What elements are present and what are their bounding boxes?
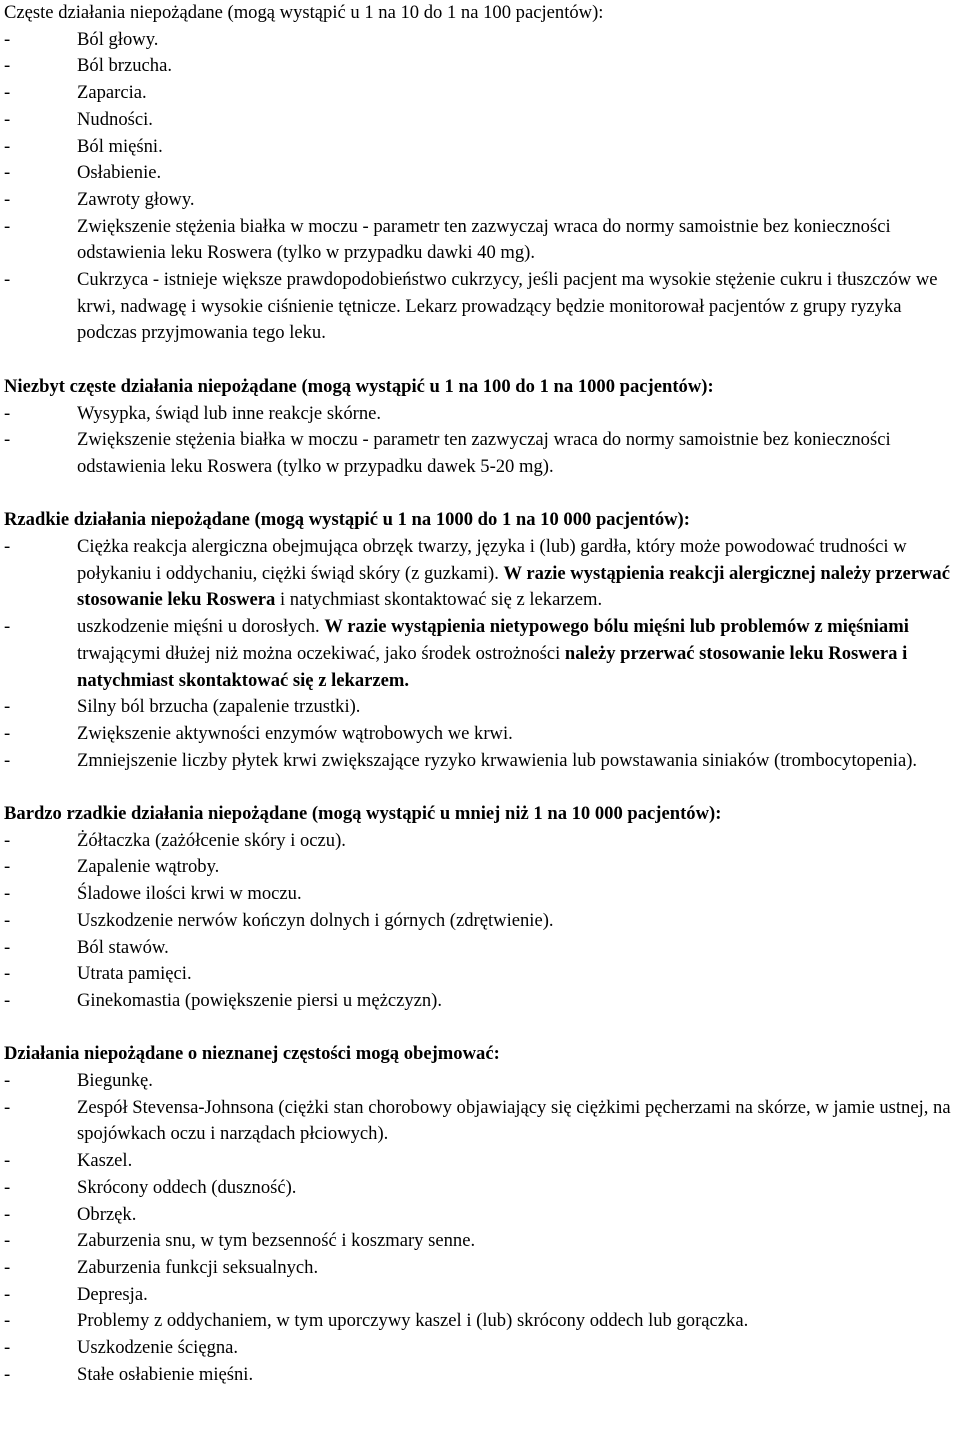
list-item — [4, 988, 956, 1015]
text-run: Uszkodzenie nerwów kończyn dolnych i górnych (zdrętwienie). — [77, 909, 554, 931]
side-effects-section — [4, 507, 956, 774]
side-effects-section — [4, 801, 956, 1015]
text-run: uszkodzenie mięśni u dorosłych. — [77, 616, 325, 638]
text-run: Depresja. — [77, 1283, 148, 1305]
text-run: Ból stawów. — [77, 936, 169, 958]
list-bullet: - — [4, 82, 11, 104]
text-run: Zapalenie wątroby. — [77, 856, 220, 878]
list-item — [4, 1335, 956, 1362]
text-run: Zwiększenie aktywności enzymów wątrobowych we krwi. — [77, 722, 513, 744]
list-item — [4, 614, 956, 694]
list-item — [4, 828, 956, 855]
bold-text-run: Niezbyt częste działania niepożądane (mogą wystąpić u 1 na 100 do 1 na 1000 pacjentów): — [4, 375, 714, 397]
text-run: Problemy z oddychaniem, w tym uporczywy kaszel i (lub) skrócony oddech lub gorączka. — [77, 1310, 749, 1332]
list-bullet: - — [4, 1363, 11, 1385]
bold-text-run: Bardzo rzadkie działania niepożądane (mogą wystąpić u mniej niż 1 na 10 000 pacjentów): — [4, 803, 722, 825]
list-item — [4, 187, 956, 214]
text-run: Zespół Stevensa-Johnsona (ciężki stan chorobowy objawiający się ciężkimi pęcherzami na skórze, w jamie ustnej, na spojówkach oczu i narządach płciowych). — [77, 1096, 951, 1145]
side-effects-section — [4, 374, 956, 481]
list-bullet: - — [4, 135, 11, 157]
list-item — [4, 53, 956, 80]
list-item — [4, 401, 956, 428]
text-run: Zaparcia. — [77, 82, 147, 104]
list-item — [4, 1255, 956, 1282]
text-run: Śladowe ilości krwi w moczu. — [77, 883, 302, 905]
list-bullet: - — [4, 28, 11, 50]
section-heading — [4, 507, 956, 534]
list-item — [4, 427, 956, 480]
text-run: i natychmiast skontaktować się z lekarzem. — [275, 589, 603, 611]
side-effects-list — [4, 828, 956, 1015]
list-bullet: - — [4, 429, 11, 451]
list-item — [4, 1362, 956, 1389]
list-bullet: - — [4, 856, 11, 878]
text-run: Wysypka, świąd lub inne reakcje skórne. — [77, 402, 382, 424]
text-run: Ciężka reakcja alergiczna obejmująca obrzęk twarzy, języka i (lub) gardła, który może powodować trudności w połykaniu i oddychaniu, ciężki świąd skóry (z guzkami). — [77, 536, 907, 584]
list-bullet: - — [4, 536, 11, 558]
list-item — [4, 1175, 956, 1202]
bold-text-run: W razie wystąpienia nietypowego bólu mięśni lub problemów z mięśniami — [324, 616, 909, 638]
list-item — [4, 908, 956, 935]
list-bullet: - — [4, 55, 11, 77]
text-run: Ból głowy. — [77, 28, 159, 50]
list-bullet: - — [4, 1096, 11, 1118]
list-item — [4, 214, 956, 267]
text-run: Zaburzenia funkcji seksualnych. — [77, 1256, 319, 1278]
text-run: Zaburzenia snu, w tym bezsenność i koszmary senne. — [77, 1230, 476, 1252]
text-run: trwającymi dłużej niż można oczekiwać, jako środek ostrożności — [77, 642, 565, 664]
text-run: Uszkodzenie ścięgna. — [77, 1337, 239, 1359]
list-item — [4, 534, 956, 614]
list-bullet: - — [4, 749, 11, 771]
text-run: Osłabienie. — [77, 162, 162, 184]
bold-text-run: Działania niepożądane o nieznanej częstości mogą obejmować: — [4, 1043, 500, 1065]
list-item — [4, 267, 956, 347]
list-item — [4, 134, 956, 161]
list-item — [4, 80, 956, 107]
list-bullet: - — [4, 936, 11, 958]
list-item — [4, 1282, 956, 1309]
list-bullet: - — [4, 722, 11, 744]
text-run: Ginekomastia (powiększenie piersi u mężczyzn). — [77, 989, 443, 1011]
list-item — [4, 1202, 956, 1229]
list-item — [4, 107, 956, 134]
text-run: Zawroty głowy. — [77, 188, 195, 210]
section-heading — [4, 0, 956, 27]
list-bullet: - — [4, 989, 11, 1011]
list-item — [4, 961, 956, 988]
text-run: Żółtaczka (zażółcenie skóry i oczu). — [77, 829, 346, 851]
list-bullet: - — [4, 829, 11, 851]
list-bullet: - — [4, 696, 11, 718]
list-bullet: - — [4, 108, 11, 130]
list-item — [4, 1228, 956, 1255]
list-bullet: - — [4, 269, 11, 291]
side-effects-section — [4, 0, 956, 347]
side-effects-list — [4, 27, 956, 347]
bold-text-run: W razie wystąpienia reakcji alergicznej należy przerwać stosowanie leku Roswera — [77, 562, 950, 611]
list-item — [4, 721, 956, 748]
list-bullet: - — [4, 909, 11, 931]
list-bullet: - — [4, 1256, 11, 1278]
list-item — [4, 935, 956, 962]
text-run: Zmniejszenie liczby płytek krwi zwiększające ryzyko krwawienia lub powstawania siniaków (trombocytopenia). — [77, 749, 918, 771]
text-run: Silny ból brzucha (zapalenie trzustki). — [77, 696, 361, 718]
list-bullet: - — [4, 1283, 11, 1305]
list-bullet: - — [4, 402, 11, 424]
text-run: Obrzęk. — [77, 1203, 137, 1225]
text-run: Ból brzucha. — [77, 55, 173, 77]
list-bullet: - — [4, 883, 11, 905]
text-run: Zwiększenie stężenia białka w moczu - parametr ten zazwyczaj wraca do normy samoistnie bez konieczności odstawienia leku Roswera (tylko w przypadku dawek 5-20 mg). — [77, 429, 891, 477]
section-heading — [4, 374, 956, 401]
text-run: Nudności. — [77, 108, 153, 130]
list-bullet: - — [4, 1150, 11, 1172]
list-bullet: - — [4, 1230, 11, 1252]
list-item — [4, 1068, 956, 1095]
text-run: Kaszel. — [77, 1150, 133, 1172]
list-bullet: - — [4, 1070, 11, 1092]
side-effects-list — [4, 1068, 956, 1388]
text-run: Cukrzyca - istnieje większe prawdopodobieństwo cukrzycy, jeśli pacjent ma wysokie stężenie cukru i tłuszczów we krwi, nadwagę i wysokie ciśnienie tętnicze. Lekarz prowadzący będzie monitorował pacjentów z grupy ryzyka podczas przyjmowania tego leku. — [77, 269, 938, 344]
bold-text-run: Rzadkie działania niepożądane (mogą wystąpić u 1 na 1000 do 1 na 10 000 pacjentów): — [4, 509, 690, 531]
text-run: Ból mięśni. — [77, 135, 163, 157]
list-bullet: - — [4, 1176, 11, 1198]
text-run: Biegunkę. — [77, 1070, 153, 1092]
side-effects-section — [4, 1041, 956, 1388]
list-bullet: - — [4, 963, 11, 985]
list-bullet: - — [4, 162, 11, 184]
list-item — [4, 1095, 956, 1148]
list-item — [4, 1148, 956, 1175]
list-bullet: - — [4, 616, 11, 638]
text-run: Częste działania niepożądane (mogą wystąpić u 1 na 10 do 1 na 100 pacjentów): — [4, 2, 604, 23]
list-bullet: - — [4, 1337, 11, 1359]
side-effects-list — [4, 401, 956, 481]
side-effects-list — [4, 534, 956, 774]
bold-text-run: należy przerwać stosowanie leku Roswera i natychmiast skontaktować się z lekarzem. — [77, 642, 908, 691]
list-bullet: - — [4, 188, 11, 210]
list-bullet: - — [4, 215, 11, 237]
list-bullet: - — [4, 1310, 11, 1332]
list-item — [4, 27, 956, 54]
list-item — [4, 1308, 956, 1335]
list-bullet: - — [4, 1203, 11, 1225]
text-run: Skrócony oddech (duszność). — [77, 1176, 297, 1198]
section-heading — [4, 801, 956, 828]
text-run: Stałe osłabienie mięśni. — [77, 1363, 254, 1385]
section-heading — [4, 1041, 956, 1068]
list-item — [4, 881, 956, 908]
list-item — [4, 160, 956, 187]
list-item — [4, 748, 956, 775]
text-run: Zwiększenie stężenia białka w moczu - parametr ten zazwyczaj wraca do normy samoistnie bez konieczności odstawienia leku Roswera (tylko w przypadku dawki 40 mg). — [77, 215, 891, 264]
list-item — [4, 854, 956, 881]
list-item — [4, 694, 956, 721]
text-run: Utrata pamięci. — [77, 963, 192, 985]
